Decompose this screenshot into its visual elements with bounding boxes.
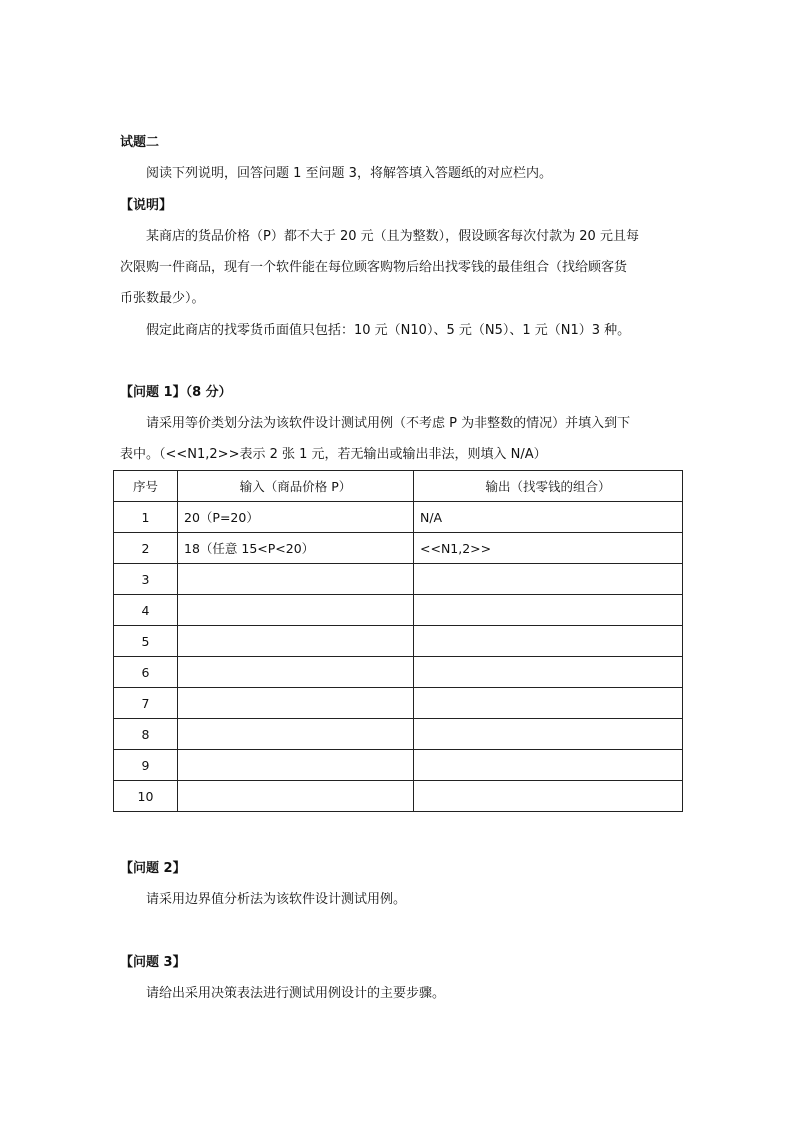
description-heading: 【说明】 bbox=[120, 198, 173, 213]
header-index: 序号 bbox=[114, 471, 178, 502]
table-header-row bbox=[114, 471, 683, 502]
table-row bbox=[114, 688, 683, 719]
row-index: 4 bbox=[114, 595, 178, 626]
row-input bbox=[178, 657, 414, 688]
row-output bbox=[414, 781, 683, 812]
question-3-line-1: 请给出采用决策表法进行测试用例设计的主要步骤。 bbox=[146, 986, 446, 1001]
row-index: 3 bbox=[114, 564, 178, 595]
row-index: 6 bbox=[114, 657, 178, 688]
row-input bbox=[178, 626, 414, 657]
table-row bbox=[114, 719, 683, 750]
row-index: 8 bbox=[114, 719, 178, 750]
table-row bbox=[114, 626, 683, 657]
question-1-line-1: 请采用等价类划分法为该软件设计测试用例（不考虑 P 为非整数的情况）并填入到下 bbox=[146, 416, 631, 431]
question-2-heading: 【问题 2】 bbox=[120, 861, 186, 876]
row-index: 5 bbox=[114, 626, 178, 657]
row-index: 7 bbox=[114, 688, 178, 719]
question-3-heading: 【问题 3】 bbox=[120, 955, 186, 970]
description-line-3: 币张数最少）。 bbox=[120, 291, 205, 306]
row-output bbox=[414, 564, 683, 595]
row-input bbox=[178, 688, 414, 719]
table-row bbox=[114, 657, 683, 688]
row-input bbox=[178, 719, 414, 750]
row-output bbox=[414, 719, 683, 750]
row-output bbox=[414, 750, 683, 781]
table-row bbox=[114, 750, 683, 781]
row-output bbox=[414, 688, 683, 719]
table-row bbox=[114, 502, 683, 533]
question-1-line-2: 表中。（<<N1,2>>表示 2 张 1 元，若无输出或输出非法，则填入 N/A） bbox=[120, 447, 547, 462]
question-1-heading: 【问题 1】（8 分） bbox=[120, 385, 232, 400]
row-index: 2 bbox=[114, 533, 178, 564]
question-2-line-1: 请采用边界值分析法为该软件设计测试用例。 bbox=[146, 892, 407, 907]
table-row bbox=[114, 564, 683, 595]
row-output bbox=[414, 626, 683, 657]
description-line-1: 某商店的货品价格（P）都不大于 20 元（且为整数），假设顾客每次付款为 20 元且每 bbox=[146, 229, 639, 244]
row-input: 20（P=20） bbox=[178, 502, 414, 533]
row-input bbox=[178, 595, 414, 626]
description-line-4: 假定此商店的找零货币面值只包括：10 元（N10）、5 元（N5）、1 元（N1）3 种。 bbox=[146, 323, 631, 338]
row-index: 10 bbox=[114, 781, 178, 812]
row-output bbox=[414, 657, 683, 688]
header-input: 输入（商品价格 P） bbox=[178, 471, 414, 502]
test-case-table bbox=[113, 470, 683, 812]
row-output: N/A bbox=[414, 502, 683, 533]
table-row bbox=[114, 595, 683, 626]
row-index: 9 bbox=[114, 750, 178, 781]
table-row bbox=[114, 533, 683, 564]
row-output: <<N1,2>> bbox=[414, 533, 683, 564]
row-input: 18（任意 15<P<20） bbox=[178, 533, 414, 564]
intro-text: 阅读下列说明，回答问题 1 至问题 3，将解答填入答题纸的对应栏内。 bbox=[146, 166, 552, 181]
row-input bbox=[178, 781, 414, 812]
row-input bbox=[178, 564, 414, 595]
row-output bbox=[414, 595, 683, 626]
header-output: 输出（找零钱的组合） bbox=[414, 471, 683, 502]
row-input bbox=[178, 750, 414, 781]
exam-title: 试题二 bbox=[120, 135, 160, 150]
description-line-2: 次限购一件商品，现有一个软件能在每位顾客购物后给出找零钱的最佳组合（找给顾客货 bbox=[120, 260, 628, 275]
row-index: 1 bbox=[114, 502, 178, 533]
table-row bbox=[114, 781, 683, 812]
